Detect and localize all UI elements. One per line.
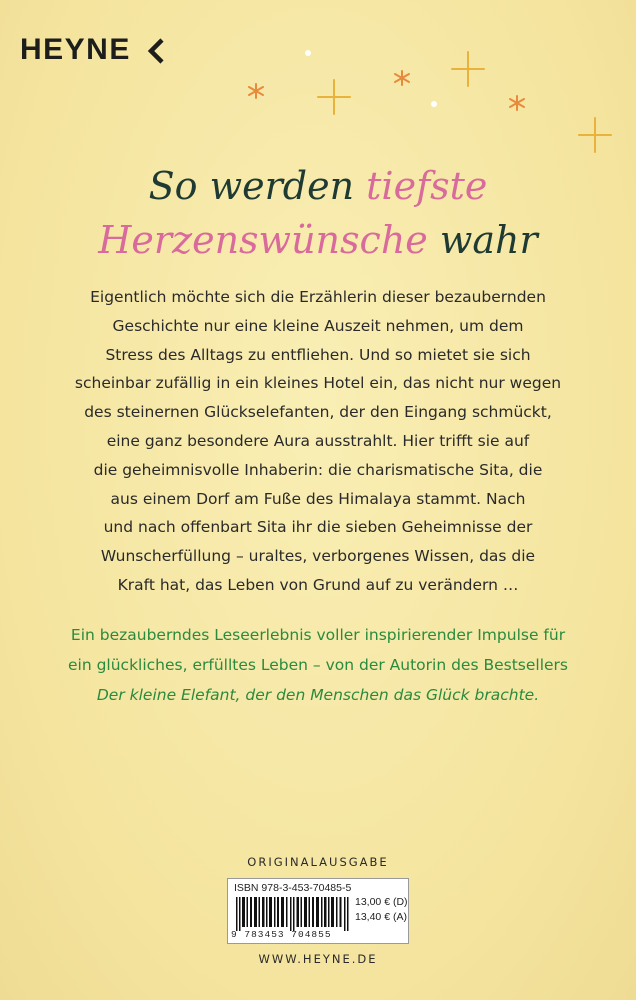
- blurb-line: des steinernen Glückselefanten, der den Eingang schmückt,: [84, 403, 552, 422]
- headline-line-2: [0, 214, 636, 266]
- barcode-digits: 9 783453 704855: [231, 929, 332, 940]
- headline-line-1: [0, 160, 636, 212]
- blurb-line: aus einem Dorf am Fuße des Himalaya stammt. Nach: [110, 489, 526, 508]
- blurb-line: Kraft hat, das Leben von Grund auf zu verändern …: [117, 575, 519, 594]
- price-germany: 13,00 € (D): [355, 896, 408, 908]
- barcode-icon: [236, 897, 350, 931]
- blurb-line: scheinbar zufällig in ein kleines Hotel ein, das nicht nur wegen: [74, 374, 562, 393]
- sparkle-star-icon: [579, 118, 611, 152]
- blurb-line: Eigentlich möchte sich die Erzählerin dieser bezaubernden: [90, 288, 546, 306]
- sparkle-dot-icon: [305, 50, 311, 56]
- headline-pink-text: tiefste: [366, 164, 488, 208]
- tagline: [40, 620, 596, 710]
- blurb-text: [54, 283, 582, 600]
- isbn-number: ISBN 978-3-453-70485-5: [234, 882, 352, 894]
- headline-dark-text: So werden: [148, 164, 355, 208]
- publisher-website[interactable]: WWW.HEYNE.DE: [258, 952, 378, 966]
- publisher-logo: HEYNE: [20, 33, 131, 66]
- price-austria: 13,40 € (A): [355, 911, 407, 923]
- sparkle-star-icon: [318, 80, 350, 114]
- headline-pink-text: Herzenswünsche: [98, 218, 428, 262]
- blurb-line: Geschichte nur eine kleine Auszeit nehmen, um dem: [112, 316, 524, 335]
- blurb-line: Wunscherfüllung – uraltes, verborgenes Wissen, das die: [100, 547, 536, 566]
- asterisk-star-icon: [249, 84, 263, 98]
- blurb-line: und nach offenbart Sita ihr die sieben Geheimnisse der: [103, 518, 533, 537]
- bestseller-title: Der kleine Elefant, der den Menschen das Glück brachte.: [96, 686, 540, 704]
- decorative-stars: [0, 0, 636, 170]
- sparkle-star-icon: [452, 52, 484, 86]
- tagline-line: Ein bezauberndes Leseerlebnis voller inspirierender Impulse für: [70, 626, 566, 644]
- asterisk-star-icon: [395, 71, 409, 85]
- asterisk-star-icon: [510, 96, 524, 110]
- edition-label: ORIGINALAUSGABE: [247, 855, 389, 869]
- tagline-line: ein glückliches, erfülltes Leben – von der Autorin des Bestsellers: [67, 656, 568, 674]
- blurb-line: eine ganz besondere Aura ausstrahlt. Hier trifft sie auf: [106, 431, 530, 450]
- barcode-panel: [227, 878, 409, 944]
- headline-dark-text: wahr: [439, 218, 538, 262]
- blurb-line: Stress des Alltags zu entfliehen. Und so mietet sie sich: [105, 345, 531, 364]
- blurb-line: die geheimnisvolle Inhaberin: die charismatische Sita, die: [93, 460, 543, 479]
- sparkle-dot-icon: [431, 101, 437, 107]
